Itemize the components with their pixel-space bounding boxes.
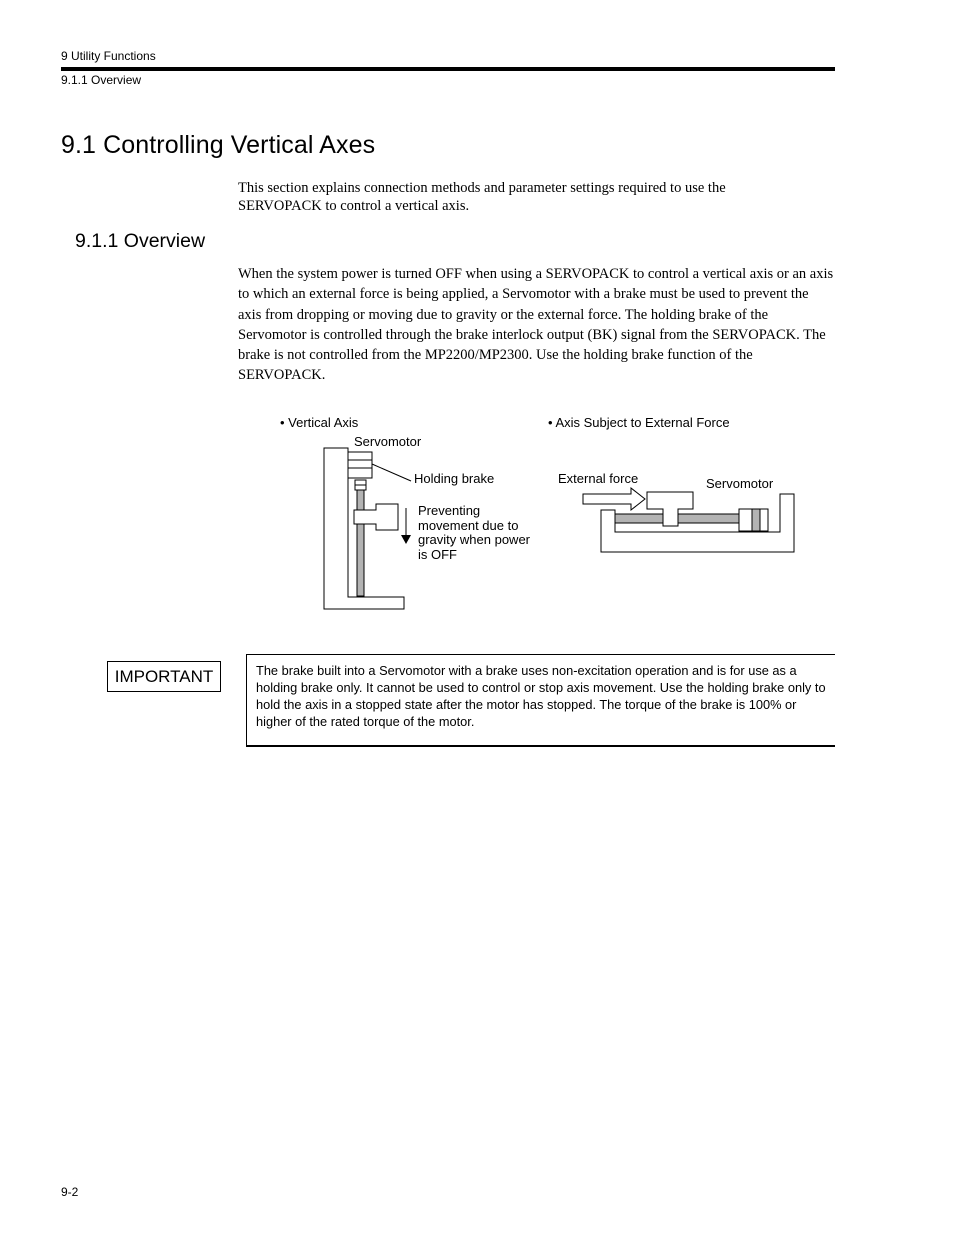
label-preventing-4: is OFF xyxy=(418,547,457,562)
important-label: IMPORTANT xyxy=(107,661,221,692)
header-rule xyxy=(61,67,835,71)
overview-paragraph: When the system power is turned OFF when using a SERVOPACK to control a vertical axis or an axis to which an external force is being applied, a Servomotor with a brake must be used to prevent the axis from dropping or moving due to gravity or the external force. The holding brake of the Servomotor is controlled through the brake interlock output (BK) signal from the SERVOPACK. The brake is not controlled from the MP2200/MP2300. Use the holding brake function of the SERVOPACK. xyxy=(238,266,834,384)
motor-block-top xyxy=(348,452,372,460)
running-header-chapter: 9 Utility Functions xyxy=(61,49,156,63)
label-holding-brake: Holding brake xyxy=(414,471,495,486)
servomotor-block-a xyxy=(739,509,752,531)
subsection-title: 9.1.1 Overview xyxy=(75,230,206,252)
important-bottom-rule xyxy=(246,745,835,747)
motor-block-bottom xyxy=(348,468,372,478)
intro-paragraph: This section explains connection methods and parameter settings required to use the SERVOPACK to control a vertical axis. xyxy=(238,180,726,214)
label-preventing-2: movement due to xyxy=(418,518,519,533)
servomotor-block-b xyxy=(760,509,768,531)
motor-block-middle xyxy=(348,460,372,468)
important-side-rule xyxy=(246,654,247,747)
label-servomotor-left: Servomotor xyxy=(354,434,422,449)
caption-vertical-axis: • Vertical Axis xyxy=(280,415,359,430)
holding-brake-leader xyxy=(372,464,411,481)
label-preventing-3: gravity when power xyxy=(418,532,530,547)
label-external-force: External force xyxy=(558,471,639,486)
brake-figure xyxy=(0,400,954,630)
section-title: 9.1 Controlling Vertical Axes xyxy=(61,131,376,159)
label-servomotor-right: Servomotor xyxy=(706,476,774,491)
vertical-axis-diagram xyxy=(324,434,531,609)
label-preventing-1: Preventing xyxy=(418,503,481,518)
external-force-arrow xyxy=(583,488,645,510)
external-force-diagram xyxy=(558,471,794,552)
important-text: The brake built into a Servomotor with a brake uses non-excitation operation and is for use as a holding brake only. It cannot be used to control or stop axis movement. Use the holding brake only to hold the axis in a stopped state after the motor has stopped. The torque of the brake is 100% or higher of the rated torque of the motor. xyxy=(256,663,826,729)
ball-screw xyxy=(357,490,364,596)
servomotor-brake-block xyxy=(752,509,760,531)
gravity-arrow-head xyxy=(401,535,411,544)
caption-external-force-axis: • Axis Subject to External Force xyxy=(548,415,730,430)
important-top-rule xyxy=(246,654,835,655)
running-header-section: 9.1.1 Overview xyxy=(61,73,142,87)
page-number: 9-2 xyxy=(61,1185,79,1199)
